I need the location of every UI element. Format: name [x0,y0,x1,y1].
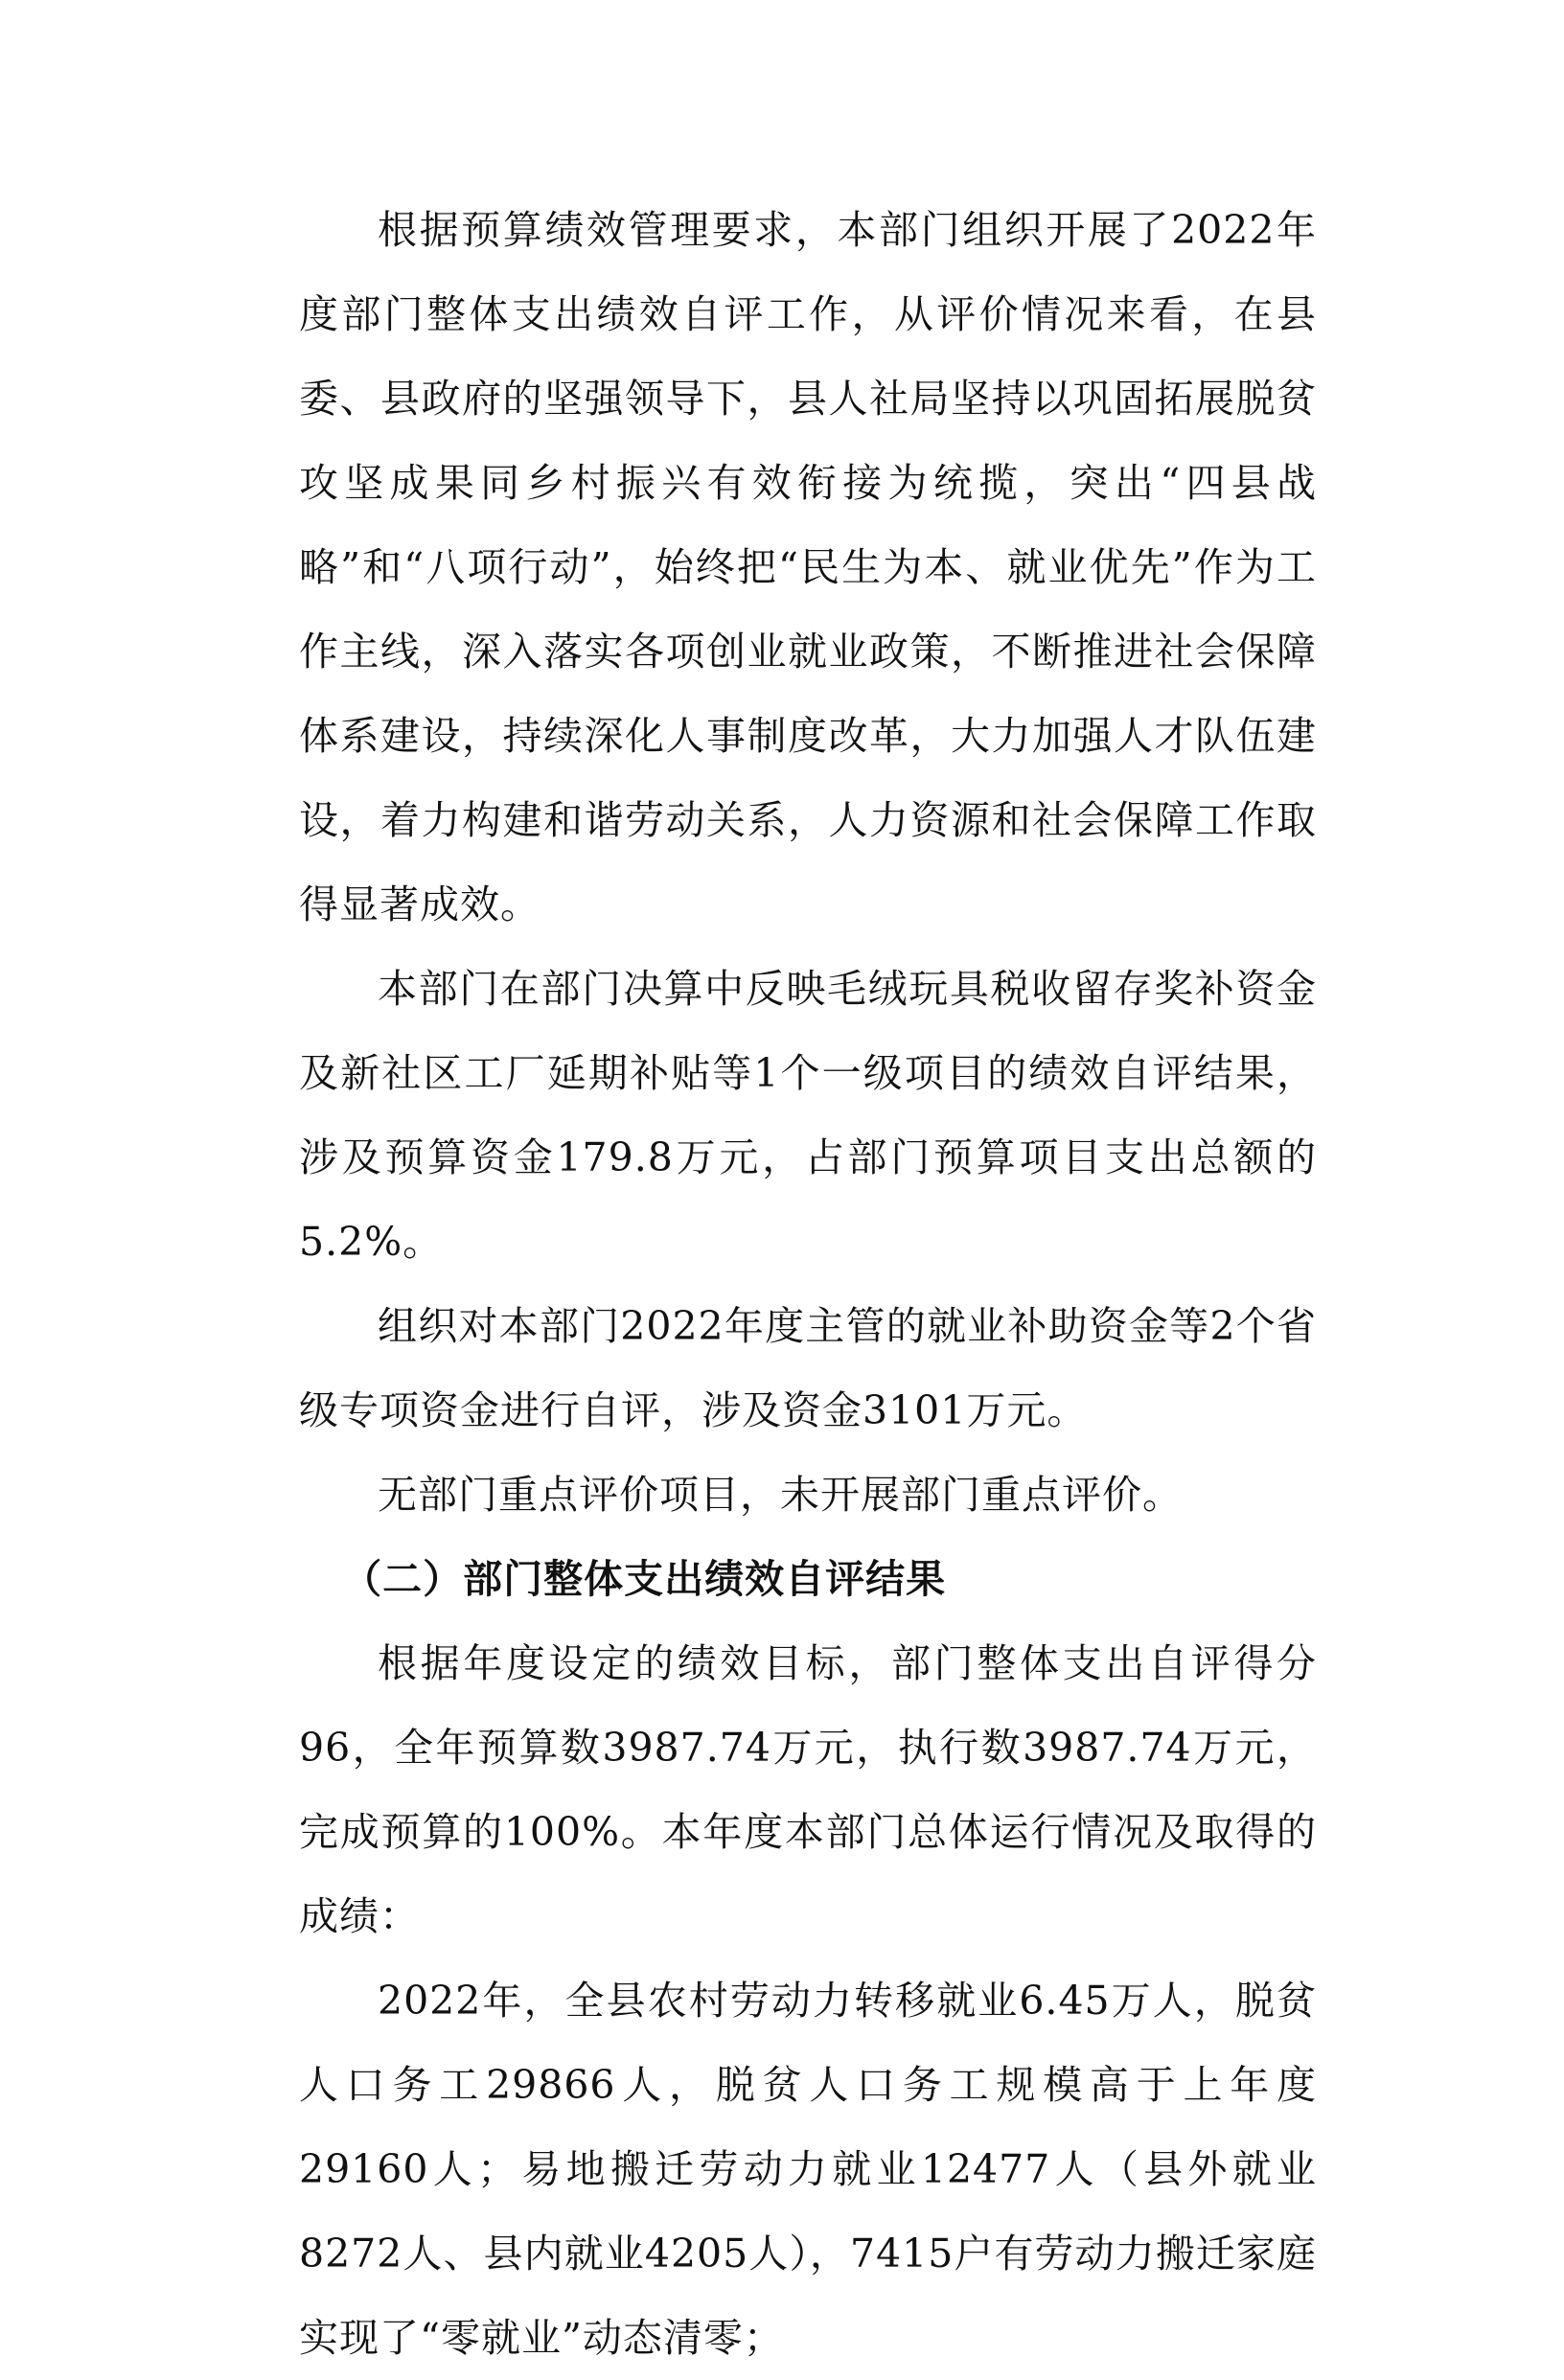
document-body [299,188,1317,2380]
paragraph-score-summary: 根据年度设定的绩效目标，部门整体支出自评得分96，全年预算数3987.74万元，执行数3987.74万元，完成预算的100%。本年度本部门总体运行情况及取得的成绩： [299,1640,1317,1939]
paragraph-no-key-evaluation: 无部门重点评价项目，未开展部门重点评价。 [378,1472,1183,1518]
paragraph-employment-results: 2022年，全县农村劳动力转移就业6.45万人，脱贫人口务工29866人，脱贫人口务工规模高于上年度29160人；易地搬迁劳动力就业12477人（县外就业8272人、县内就业4205人），7415户有劳动力搬迁家庭实现了“零就业”动态清零； [299,1978,1317,2361]
paragraph-project-self-evaluation: 本部门在部门决算中反映毛绒玩具税收留存奖补资金及新社区工厂延期补贴等1个一级项目的绩效自评结果，涉及预算资金179.8万元，占部门预算项目支出总额的5.2%。 [299,966,1317,1265]
paragraph-evaluation-overview: 根据预算绩效管理要求，本部门组织开展了2022年度部门整体支出绩效自评工作，从评价情况来看，在县委、县政府的坚强领导下，县人社局坚持以巩固拓展脱贫攻坚成果同乡村振兴有效衔接为统揽，突出“四县战略”和“八项行动”，始终把“民生为本、就业优先”作为工作主线，深入落实各项创业就业政策，不断推进社会保障体系建设，持续深化人事制度改革，大力加强人才队伍建设，着力构建和谐劳动关系，人力资源和社会保障工作取得显著成效。 [299,207,1317,927]
paragraph-provincial-funds: 组织对本部门2022年度主管的就业补助资金等2个省级专项资金进行自评，涉及资金3101万元。 [299,1303,1317,1433]
section-heading: （二）部门整体支出绩效自评结果 [342,1556,947,1602]
